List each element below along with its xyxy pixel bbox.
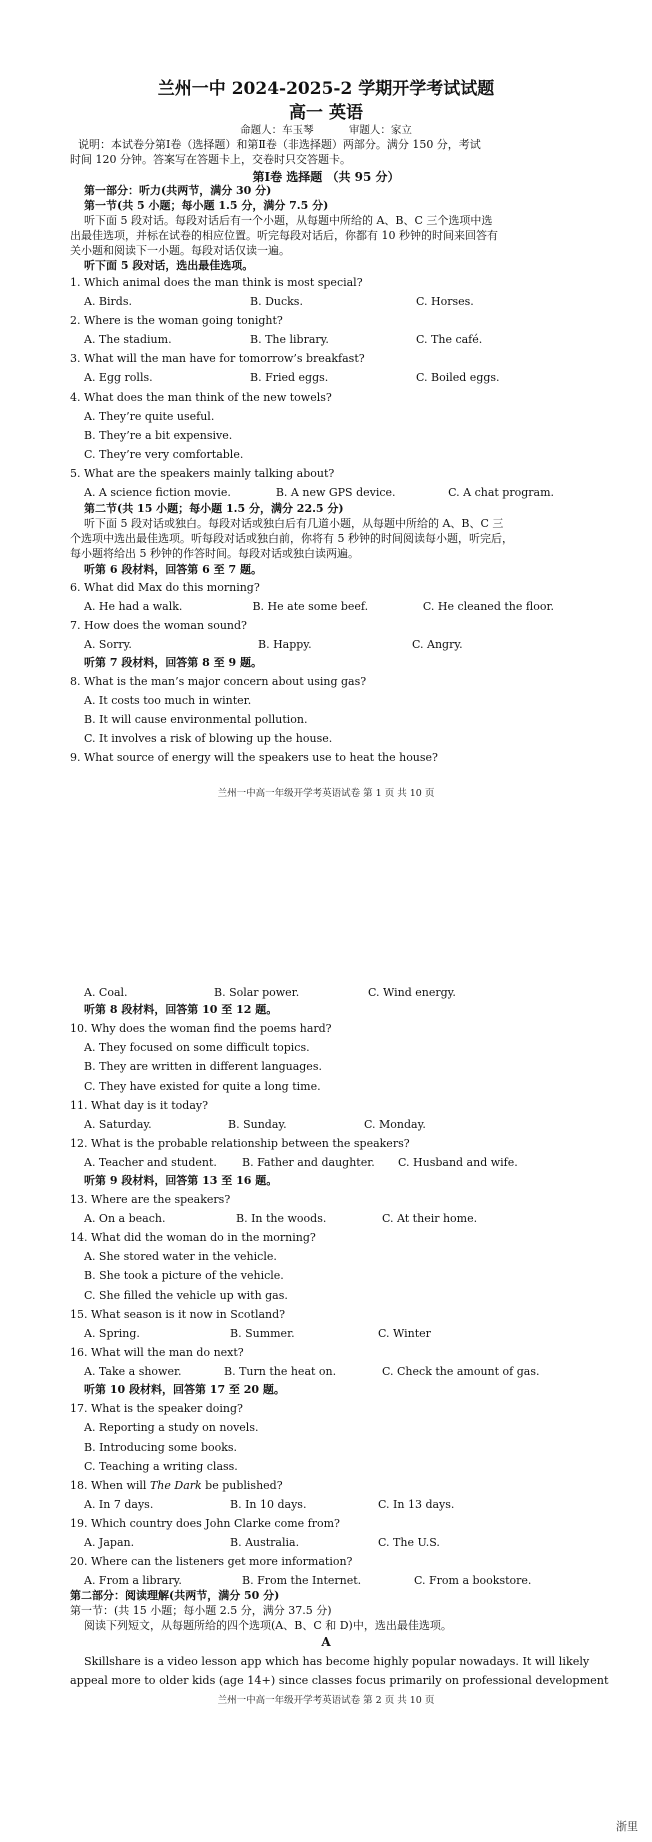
book-title: The Dark <box>149 1479 202 1492</box>
passage-text: appeal more to older kids (age 14+) since classes focus primarily on professional development <box>70 1674 609 1687</box>
option: A. Coal. <box>84 986 128 999</box>
option: B. Father and daughter. <box>242 1156 375 1169</box>
question <box>70 1479 283 1493</box>
listening-prompt: 听下面 5 段对话，选出最佳选项。 <box>84 259 254 272</box>
question: 11. What day is it today? <box>70 1099 209 1112</box>
option: B. The library. <box>250 333 329 346</box>
section-description: 每小题将给出 5 秒钟的作答时间。每段对话或独白读两遍。 <box>70 547 359 560</box>
option: C. In 13 days. <box>378 1498 455 1511</box>
option: A. On a beach. <box>84 1212 166 1225</box>
question: 3. What will the man have for tomorrow’s breakfast? <box>70 352 365 365</box>
question: 17. What is the speaker doing? <box>70 1402 243 1415</box>
option: B. Happy. <box>258 638 312 651</box>
option: C. Husband and wife. <box>398 1156 518 1169</box>
question: 5. What are the speakers mainly talking about? <box>70 467 335 480</box>
option: C. Horses. <box>416 295 474 308</box>
option: B. Ducks. <box>250 295 303 308</box>
option: C. He cleaned the floor. <box>422 600 554 613</box>
exam-page-1 <box>0 0 652 870</box>
option: C. Wind energy. <box>368 986 456 999</box>
option: C. From a bookstore. <box>414 1574 532 1587</box>
author-name: 命题人：车玉琴 <box>240 124 314 136</box>
question: 6. What did Max do this morning? <box>70 581 260 594</box>
option: B. Australia. <box>230 1536 300 1549</box>
option: B. They are written in different languages. <box>84 1060 322 1073</box>
option: A. It costs too much in winter. <box>84 694 252 707</box>
question: 15. What season is it now in Scotland? <box>70 1308 286 1321</box>
option: C. Check the amount of gas. <box>382 1365 540 1378</box>
section-description: 听下面 5 段对话。每段对话后有一个小题，从每题中所给的 A、B、C 三个选项中选 <box>84 214 493 227</box>
reviewer-name: 审题人：家立 <box>348 124 412 136</box>
section-heading: 第一节(共 5 小题；每小题 1.5 分，满分 7.5 分) <box>84 199 329 212</box>
page-footer: 兰州一中高一年级开学考英语试卷 第 2 页 共 10 页 <box>217 1695 435 1706</box>
question: 7. How does the woman sound? <box>70 619 247 632</box>
section-description: 关小题和阅读下一小题。每段对话仅读一遍。 <box>70 244 290 257</box>
option: B. Turn the heat on. <box>224 1365 337 1378</box>
option: B. In 10 days. <box>230 1498 307 1511</box>
option: A. They focused on some difficult topics. <box>84 1041 310 1054</box>
options-row <box>84 638 554 652</box>
volume-heading: 第Ⅰ卷 选择题 （共 95 分） <box>252 170 400 184</box>
part-heading: 第二部分：阅读理解(共两节，满分 50 分) <box>70 1589 280 1602</box>
question: 16. What will the man do next? <box>70 1346 244 1359</box>
section-description: 个选项中选出最佳选项。听每段对话或独白前，你将有 5 秒钟的时间阅读每小题，听完后， <box>70 532 513 545</box>
question: 4. What does the man think of the new towels? <box>70 391 332 404</box>
passage-text: Skillshare is a video lesson app which has become highly popular nowadays. It will likely <box>84 1655 590 1668</box>
option: B. In the woods. <box>236 1212 327 1225</box>
option: C. Teaching a writing class. <box>84 1460 238 1473</box>
option: B. From the Internet. <box>242 1574 362 1587</box>
options-row <box>84 1156 554 1170</box>
listening-material: 听第 6 段材料，回答第 6 至 7 题。 <box>84 563 262 576</box>
option: A. She stored water in the vehicle. <box>84 1250 277 1263</box>
options-row <box>84 600 554 614</box>
question-text: 18. When will <box>70 1479 150 1492</box>
options-row <box>84 486 554 500</box>
option: A. The stadium. <box>84 333 172 346</box>
option: B. Fried eggs. <box>250 371 329 384</box>
question: 13. Where are the speakers? <box>70 1193 231 1206</box>
options-row <box>84 1574 554 1588</box>
reading-prompt: 阅读下列短文，从每题所给的四个选项(A、B、C 和 D)中，选出最佳选项。 <box>84 1619 452 1632</box>
option: A. Egg rolls. <box>84 371 153 384</box>
option: C. It involves a risk of blowing up the house. <box>84 732 333 745</box>
option: B. They’re a bit expensive. <box>84 429 233 442</box>
option: C. Angry. <box>412 638 463 651</box>
options-row <box>84 1118 554 1132</box>
exam-subtitle: 高一 英语 <box>289 103 363 123</box>
instructions-line: 说明：本试卷分第Ⅰ卷（选择题）和第Ⅱ卷（非选择题）两部分。满分 150 分，考试 <box>78 138 481 151</box>
option: C. Boiled eggs. <box>416 371 500 384</box>
option: A. Take a shower. <box>84 1365 182 1378</box>
option: C. She filled the vehicle up with gas. <box>84 1289 288 1302</box>
section-description: 出最佳选项，并标在试卷的相应位置。听完每段对话后，你都有 10 秒钟的时间来回答有 <box>70 229 498 242</box>
option: B. Sunday. <box>228 1118 287 1131</box>
option: C. Monday. <box>364 1118 426 1131</box>
options-row <box>84 986 554 1000</box>
question: 2. Where is the woman going tonight? <box>70 314 283 327</box>
part-heading: 第一部分：听力(共两节，满分 30 分) <box>84 184 272 197</box>
option: B. A new GPS device. <box>275 486 396 499</box>
options-row <box>84 1536 554 1550</box>
option: A. Spring. <box>84 1327 140 1340</box>
option: C. At their home. <box>382 1212 478 1225</box>
option: C. The U.S. <box>378 1536 440 1549</box>
option: C. They’re very comfortable. <box>84 448 244 461</box>
question: 8. What is the man’s major concern about using gas? <box>70 675 367 688</box>
option: B. It will cause environmental pollution. <box>84 713 308 726</box>
section-heading: 第二节(共 15 小题；每小题 1.5 分，满分 22.5 分) <box>84 502 344 515</box>
options-row <box>84 295 554 309</box>
option: A. From a library. <box>84 1574 182 1587</box>
option: A. Sorry. <box>84 638 132 651</box>
option: A. Teacher and student. <box>84 1156 217 1169</box>
options-row <box>84 1498 554 1512</box>
option: A. They’re quite useful. <box>84 410 215 423</box>
option: A. He had a walk. <box>84 600 183 613</box>
option: B. He ate some beef. <box>252 600 369 613</box>
option: B. Solar power. <box>214 986 300 999</box>
exam-authors <box>0 122 652 137</box>
question: 19. Which country does John Clarke come from? <box>70 1517 340 1530</box>
question: 10. Why does the woman find the poems hard? <box>70 1022 332 1035</box>
option: A. Saturday. <box>84 1118 152 1131</box>
listening-material: 听第 8 段材料，回答第 10 至 12 题。 <box>84 1003 278 1016</box>
question: 1. Which animal does the man think is most special? <box>70 276 363 289</box>
options-row <box>84 333 554 347</box>
options-row <box>84 1212 554 1226</box>
question: 20. Where can the listeners get more information? <box>70 1555 353 1568</box>
option: A. In 7 days. <box>84 1498 154 1511</box>
listening-material: 听第 9 段材料，回答第 13 至 16 题。 <box>84 1174 278 1187</box>
option: A. Japan. <box>84 1536 135 1549</box>
option: C. A chat program. <box>448 486 554 499</box>
option: C. They have existed for quite a long time. <box>84 1080 321 1093</box>
options-row <box>84 1327 554 1341</box>
passage-label: A <box>321 1635 331 1649</box>
listening-material: 听第 10 段材料，回答第 17 至 20 题。 <box>84 1383 285 1396</box>
option: A. Birds. <box>84 295 132 308</box>
options-row <box>84 1365 554 1379</box>
option: B. Summer. <box>230 1327 295 1340</box>
question: 12. What is the probable relationship between the speakers? <box>70 1137 410 1150</box>
listening-material: 听第 7 段材料，回答第 8 至 9 题。 <box>84 656 262 669</box>
option: B. Introducing some books. <box>84 1441 238 1454</box>
section-description: 听下面 5 段对话或独白。每段对话或独白后有几道小题，从每题中所给的 A、B、C 三 <box>84 517 504 530</box>
section-heading: 第一节：(共 15 小题；每小题 2.5 分，满分 37.5 分) <box>70 1604 332 1617</box>
options-row <box>84 371 554 385</box>
exam-title: 兰州一中 2024-2025-2 学期开学考试试题 <box>157 79 495 99</box>
instructions-line: 时间 120 分钟。答案写在答题卡上，交卷时只交答题卡。 <box>70 153 351 166</box>
question-text: be published? <box>201 1479 283 1492</box>
option: C. The café. <box>416 333 483 346</box>
corner-mark: 浙里 <box>616 1820 638 1833</box>
option: A. Reporting a study on novels. <box>84 1421 259 1434</box>
option: C. Winter <box>378 1327 431 1340</box>
option: A. A science fiction movie. <box>84 486 231 499</box>
question: 14. What did the woman do in the morning? <box>70 1231 316 1244</box>
exam-page-2 <box>0 985 652 1842</box>
page-footer: 兰州一中高一年级开学考英语试卷 第 1 页 共 10 页 <box>217 788 435 799</box>
option: B. She took a picture of the vehicle. <box>84 1269 284 1282</box>
question: 9. What source of energy will the speakers use to heat the house? <box>70 751 438 764</box>
